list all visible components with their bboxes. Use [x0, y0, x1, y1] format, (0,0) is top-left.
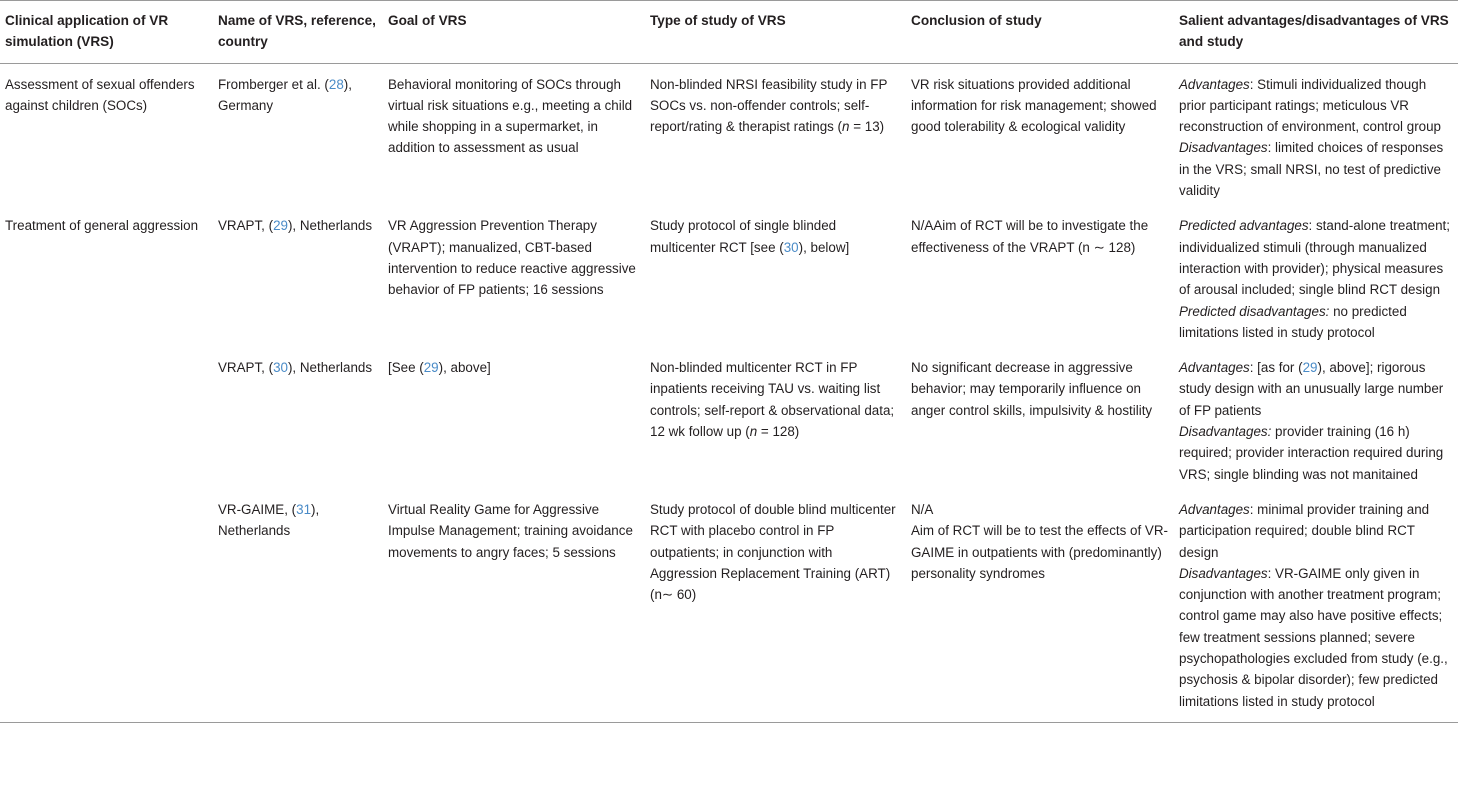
name-text: ), Netherlands	[287, 360, 373, 376]
disadvantages-label: Disadvantages:	[1179, 424, 1272, 440]
name-text: VR-GAIME, (	[218, 501, 297, 517]
conclusion-line: Aim of RCT will be to test the effects of VR-GAIME in outpatients with (predominantly)	[911, 523, 1168, 560]
advantages-text: : minimal provider training and participation required; double blind RCT design	[1179, 501, 1430, 560]
cell-name	[213, 489, 383, 722]
study-text: ), below]	[798, 239, 850, 255]
cell-application: Treatment of general aggression	[5, 218, 199, 234]
name-text: ), Netherlands	[287, 218, 373, 234]
reference-link[interactable]: 30	[783, 239, 799, 255]
header-goal: Goal of VRS	[388, 13, 467, 28]
disadvantages-label: Predicted disadvantages:	[1179, 303, 1330, 319]
header-conclusion: Conclusion of study	[911, 13, 1042, 28]
study-n: n	[749, 424, 758, 440]
disadvantages-text: provider training (16 h) required; provider interaction required during VRS; single blinding was not manitained	[1179, 424, 1444, 482]
disadvantages-label: Disadvantages	[1179, 565, 1268, 581]
table-header	[0, 1, 1458, 64]
header-application: Clinical application of VR simulation (VRS)	[5, 13, 169, 50]
advantages-label: Advantages	[1179, 501, 1250, 517]
table-row	[0, 63, 1458, 205]
cell-goal: VR Aggression Prevention Therapy (VRAPT); manualized, CBT-based intervention to reduce reactive aggressive behavior of FP patients; 16 sessions	[388, 218, 636, 298]
advantages-text: : Stimuli individualized though prior participant ratings; meticulous VR reconstruction of environment, control group	[1179, 76, 1442, 135]
disadvantages-text: : VR-GAIME only given in conjunction with another treatment program; control game may also have positive effects; few treatment sessions planned; severe psychopathologies excluded from study (e.g., psychosis & bipolar disorder); few predicted limitations listed in study protocol	[1179, 565, 1448, 709]
cell-name	[213, 347, 383, 489]
cell-application	[0, 347, 213, 489]
cell-advantages	[1174, 63, 1458, 205]
cell-study-type	[645, 205, 906, 347]
study-text: = 13)	[849, 119, 885, 135]
cell-study-type: Study protocol of double blind multicenter RCT with placebo control in FP outpatients; in conjunction with Aggression Replacement Training (ART) (n∼ 60)	[650, 501, 896, 603]
advantages-text: : stand-alone treatment; individualized stimuli (through manualized interaction with provider); physical measures of arousal included; single blind RCT design	[1179, 218, 1450, 298]
advantages-label: Advantages	[1179, 360, 1250, 376]
reference-link[interactable]: 29	[273, 218, 288, 234]
cell-goal: Behavioral monitoring of SOCs through virtual risk situations e.g., meeting a child while shopping in a supermarket, in addition to assessment as usual	[388, 76, 633, 156]
advantages-label: Predicted advantages	[1179, 218, 1309, 234]
cell-study-type	[645, 63, 906, 205]
study-text: Study protocol of single blinded multicenter RCT [see (	[650, 218, 837, 255]
table-body	[0, 63, 1458, 722]
goal-text: [See (	[388, 360, 424, 376]
cell-study-type	[645, 347, 906, 489]
cell-goal: Virtual Reality Game for Aggressive Impulse Management; training avoidance movements to angry faces; 5 sessions	[388, 501, 633, 560]
disadvantages-text: : limited choices of responses in the VRS; small NRSI, no test of predictive validity	[1179, 140, 1444, 199]
conclusion-line: N/A	[911, 501, 934, 517]
cell-goal	[383, 347, 645, 489]
cell-conclusion: N/AAim of RCT will be to investigate the effectiveness of the VRAPT (n ∼ 128)	[911, 218, 1149, 255]
cell-name	[213, 205, 383, 347]
name-text: VRAPT, (	[218, 218, 274, 234]
table-row	[0, 347, 1458, 489]
advantages-text: ), above]; rigorous study design with an unusually large number of FP patients	[1179, 360, 1444, 418]
table-row	[0, 489, 1458, 722]
name-text: ), Germany	[218, 76, 352, 113]
header-name: Name of VRS, reference, country	[218, 13, 376, 50]
cell-advantages	[1174, 489, 1458, 722]
study-text: = 128)	[757, 424, 800, 440]
header-study-type: Type of study of VRS	[650, 13, 786, 28]
name-text: ), Netherlands	[218, 501, 320, 539]
reference-link[interactable]: 29	[1302, 360, 1318, 376]
disadvantages-label: Disadvantages	[1179, 140, 1268, 156]
name-text: Fromberger et al. (	[218, 76, 329, 92]
cell-conclusion: No significant decrease in aggressive behavior; may temporarily influence on anger control skills, impulsivity & hostility	[911, 360, 1153, 418]
study-text: Non-blinded multicenter RCT in FP inpatients receiving TAU vs. waiting list controls; self-report & observational data; 12 wk follow up (	[650, 360, 895, 440]
name-text: VRAPT, (	[218, 360, 274, 376]
cell-conclusion: VR risk situations provided additional information for risk management; showed good tolerability & ecological validity	[911, 76, 1157, 135]
cell-application	[0, 489, 213, 722]
reference-link[interactable]: 28	[328, 76, 344, 92]
study-text: Non-blinded NRSI feasibility study in FP SOCs vs. non-offender controls; self-report/rating & therapist ratings (	[650, 76, 888, 135]
goal-text: ), above]	[438, 360, 491, 376]
cell-advantages	[1174, 205, 1458, 347]
disadvantages-text: no predicted limitations listed in study protocol	[1179, 303, 1407, 340]
cell-advantages	[1174, 347, 1458, 489]
reference-link[interactable]: 29	[423, 360, 439, 376]
conclusion-line: personality syndromes	[911, 565, 1045, 581]
reference-link[interactable]: 31	[296, 501, 312, 517]
study-n: n	[842, 119, 850, 135]
header-advantages: Salient advantages/disadvantages of VRS and study	[1179, 13, 1449, 50]
reference-link[interactable]: 30	[273, 360, 288, 376]
cell-name	[213, 63, 383, 205]
header-row	[0, 1, 1458, 64]
advantages-label: Advantages	[1179, 76, 1250, 92]
cell-conclusion	[906, 489, 1174, 722]
table-row	[0, 205, 1458, 347]
cell-application: Assessment of sexual offenders against children (SOCs)	[5, 76, 195, 113]
advantages-text: : [as for (	[1249, 360, 1303, 376]
